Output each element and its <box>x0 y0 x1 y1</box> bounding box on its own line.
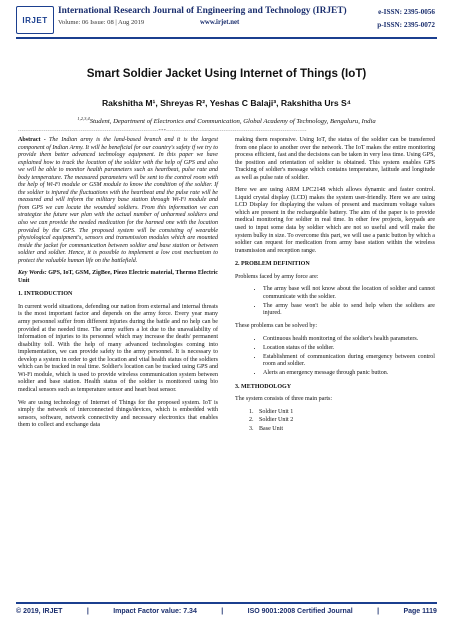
paper-title: Smart Soldier Jacket Using Internet of Things (IoT) <box>86 67 367 80</box>
keywords-text: GPS, IoT, GSM, ZigBee, Piezo Electric material, Thermo Electric Unit <box>18 270 218 284</box>
journal-name: International Research Journal of Engineering and Technology (IRJET) <box>58 6 347 16</box>
body-paragraph-1: making them responsive. Using IoT, the status of the soldier can be transferred from one place to another over the network. The IoT makes the entire monitoring process efficient, fast and the decisions can be taken in very less time. Using GPS, the position and orientation of soldier is obtained. This system enables GPS Tracking of soldier's message which contains temperature, latitude and longitude as well as pulse rate of soldier. <box>235 137 435 181</box>
eissn: e-ISSN: 2395-0056 <box>378 8 435 16</box>
intro-paragraph-1: In current world situations, defending our nation from external and internal threats is the most important factor and depends on the army force. Every year many army personnel suffer from different injuries during the battle and no help can be provided at the needed time. The army suffers a lot due to the unavailability of information of injuries to its personnel which may increase the death/ permanent disability toll. With the help of many advanced technologies coming into implementation, we can provide safety to the army personnel. It is necessary to develop a system in order to get the location and vital health status of the soldiers which can be tracked in real time. Soldier's location can be tracked using GPS and Wi-Fi module, which is used to provide wireless communication system between soldier and base station. Health status of the soldier is monitored using bio medical sensors such as temperature sensor and heart beat sensor. <box>18 303 218 393</box>
solutions-intro: These problems can be solved by: <box>235 322 318 329</box>
footer-divider: | <box>377 608 380 615</box>
list-item: 3. Base Unit <box>255 426 435 434</box>
list-item: • Establishment of communication during emergency between control room and soldier. <box>263 354 435 369</box>
section-separator: ----------------------------------------------------------------------------***---------------------------------------------------------------------------- <box>18 128 307 133</box>
journal-header <box>0 0 453 40</box>
volume-line: Volume: 06 Issue: 08 | Aug 2019 <box>58 19 145 26</box>
abstract-text: The Indian army is the land-based branch and it is the largest component of Indian Army. It will be beneficial for our country's safety if we try to provide them better advanced technology equipment. In this paper we have explained how to track the location of the soldier with the help of GPS and also we will be able to monitor health parameters such as heartbeat, pulse rate and body temperature. The measured parameters will be sent to the control room with the help of Wi-Fi module or GSM module to know the condition of the soldier. If the soldier is injured the fluctuations with the heartbeat and the pulse rate will be measured and will inform the military base station through Wi-Fi module and from GPS we can locate the wounded soldiers. From this information we can strategize the future war plan with the actual number of unharmed soldiers and also we can provide the needed medication for the harmed one with the location provided by the GPS. The proposed system will be consisting of wearable physiological equipment's, sensors and transmission modules which are mounted inside the jacket for communication between soldier and base station or between soldier and soldier. Hence, it is possible to implement a low cost mechanism to protect the valuable human life on the battlefield. <box>18 137 218 264</box>
list-item: • The army base will not know about the location of soldier and cannot communicate with the soldier. <box>263 286 435 301</box>
methodology-intro: The system consists of three main parts: <box>235 396 333 403</box>
footer-impact: Impact Factor value: 7.34 <box>113 608 197 615</box>
keywords-label: Key Words: <box>18 270 47 277</box>
footer-divider: | <box>221 608 224 615</box>
methodology-heading: 3. METHODOLOGY <box>235 383 292 390</box>
intro-paragraph-2: We are using technology of Internet of Things for the proposed system. IoT is simply the network of interconnected things/devices, which is embedded with sensors, software, network connectivity and necessary electronics that enables them to collect and exchange data <box>18 399 218 429</box>
list-item: • Continuous health monitoring of the soldier's health parameters. <box>263 336 435 344</box>
list-item: • The army base won't be able to send help when the soldiers are injured. <box>263 303 435 318</box>
list-item: 1. Soldier Unit 1 <box>255 409 435 417</box>
header-rule <box>16 37 437 39</box>
left-column <box>18 137 218 435</box>
problem-intro: Problems faced by army force are: <box>235 273 319 280</box>
problem-list <box>235 286 435 318</box>
list-item: • Location status of the soldier. <box>263 345 435 353</box>
footer-iso: ISO 9001:2008 Certified Journal <box>247 608 353 615</box>
paper-authors: Rakshitha M¹, Shreyas R², Yeshas C Balaji³, Rakshitha Urs S⁴ <box>101 98 352 108</box>
footer-copyright: © 2019, IRJET <box>16 608 63 615</box>
footer-page: Page 1119 <box>403 608 437 615</box>
solutions-list <box>235 336 435 378</box>
journal-url[interactable]: www.irjet.net <box>200 19 240 26</box>
abstract <box>18 137 218 265</box>
pissn: p-ISSN: 2395-0072 <box>377 21 435 29</box>
irjet-logo: IRJET <box>16 6 54 34</box>
list-item: 2. Soldier Unit 2 <box>255 417 435 425</box>
affiliation-sup: 1,2,3,4 <box>77 116 90 121</box>
affiliation-text: Student, Department of Electronics and Communication, Global Academy of Technology, Bengaluru, India <box>89 118 376 126</box>
parts-list <box>235 409 435 434</box>
abstract-label: Abstract - <box>18 137 46 143</box>
issn-block <box>377 6 435 32</box>
footer-divider: | <box>86 608 89 615</box>
keywords <box>18 270 218 285</box>
footer-text <box>16 608 437 615</box>
problem-heading: 2. PROBLEM DEFINITION <box>235 261 310 268</box>
affiliation <box>0 116 453 125</box>
list-item: • Alerts an emergency message through panic button. <box>263 370 435 378</box>
body-paragraph-2: Here we are using ARM LPC2148 which allows dynamic and faster control. Liquid crystal display (LCD) makes the system user-friendly. Here we are using LCD Display for displaying the values of present and maximum voltage values which are present in the rechargeable battery. The aim of the paper is to provide medical monitoring for soldier in real time. In other few projects, keypads are used to input some data by soldier which are not so useful and will make the system bulky in size. To overcome this part, we will use a panic button by which a soldier can request for medication from army base station within the wireless transmission and reception range. <box>235 187 435 254</box>
footer-rule <box>16 602 437 604</box>
intro-heading: 1. INTRODUCTION <box>18 291 73 298</box>
right-column <box>235 137 435 435</box>
